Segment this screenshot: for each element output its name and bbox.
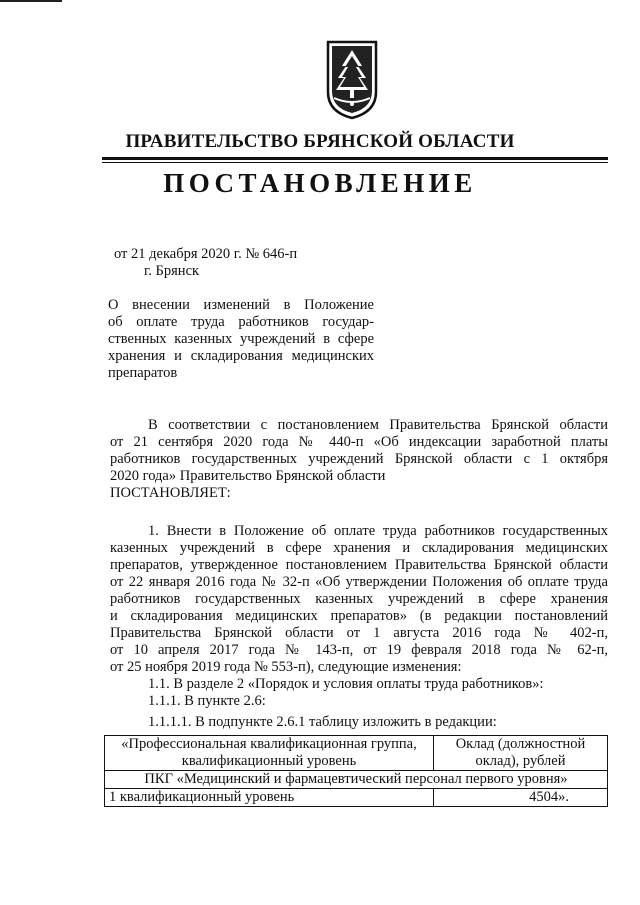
date-number: от 21 декабря 2020 г. № 646-п [114, 246, 298, 262]
preamble-line: работников государственных учреждений Брянской области с 1 октября [110, 451, 608, 467]
body-line: Правительства Брянской области от 1 августа 2016 года № 402-п, [110, 625, 608, 641]
table-header-cell: «Профессиональная квалификационная группа, квалификационный уровень [105, 736, 434, 771]
table-header-row [105, 736, 608, 771]
table-group-row [105, 771, 608, 789]
subject-line: об оплате труда работников государ- [108, 314, 374, 330]
subject-line: О внесении изменений в Положение [108, 297, 374, 313]
preamble-line: ПОСТАНОВЛЯЕТ: [110, 485, 231, 501]
body-line: от 10 апреля 2017 года № 143-п, от 19 февраля 2018 года № 62-п, [110, 642, 608, 658]
subject-line: хранения и складирования медицинских [108, 348, 374, 364]
table-group-cell: ПКГ «Медицинский и фармацевтический персонал первого уровня» [105, 771, 608, 789]
body-line: и складирования медицинских препаратов» (в редакции постановлений [110, 608, 608, 624]
body-line: от 25 ноября 2019 года № 553-п), следующие изменения: [110, 659, 462, 675]
body-line: от 22 января 2016 года № 32-п «Об утверждении Положения об оплате труда [110, 574, 608, 590]
bryansk-coat-of-arms-icon [326, 40, 378, 120]
table-cell-level: 1 квалификационный уровень [105, 789, 434, 807]
table-row [105, 789, 608, 807]
city: г. Брянск [144, 263, 200, 279]
salary-table [104, 735, 608, 807]
body-line: казенных учреждений в сфере хранения и складирования медицинских [110, 540, 608, 556]
government-name: ПРАВИТЕЛЬСТВО БРЯНСКОЙ ОБЛАСТИ [125, 131, 515, 152]
body-line: препаратов, утвержденное постановлением Правительства Брянской области [110, 557, 608, 573]
preamble-line: от 21 сентября 2020 года № 440-п «Об индексации заработной платы [110, 434, 608, 450]
table-cell-salary: 4504». [434, 789, 608, 807]
preamble-line: В соответствии с постановлением Правительства Брянской области [148, 417, 608, 433]
body-line: работников государственных казенных учреждений в сфере хранения [110, 591, 608, 607]
header-rule-thick [102, 157, 608, 160]
document-type: ПОСТАНОВЛЕНИЕ [163, 168, 477, 198]
scan-edge-line [0, 0, 62, 2]
body-line: 1.1.1.1. В подпункте 2.6.1 таблицу изложить в редакции: [148, 714, 497, 730]
body-line: 1.1. В разделе 2 «Порядок и условия оплаты труда работников»: [148, 676, 544, 692]
body-line: 1.1.1. В пункте 2.6: [148, 693, 266, 709]
preamble-line: 2020 года» Правительство Брянской области [110, 468, 386, 484]
subject-line: ственных казенных учреждений в сфере [108, 331, 374, 347]
subject-line: препаратов [108, 365, 178, 381]
table-header-cell: Оклад (должностной оклад), рублей [434, 736, 608, 771]
header-rule-thin [102, 162, 608, 163]
body-line: 1. Внести в Положение об оплате труда работников государственных [148, 523, 608, 539]
